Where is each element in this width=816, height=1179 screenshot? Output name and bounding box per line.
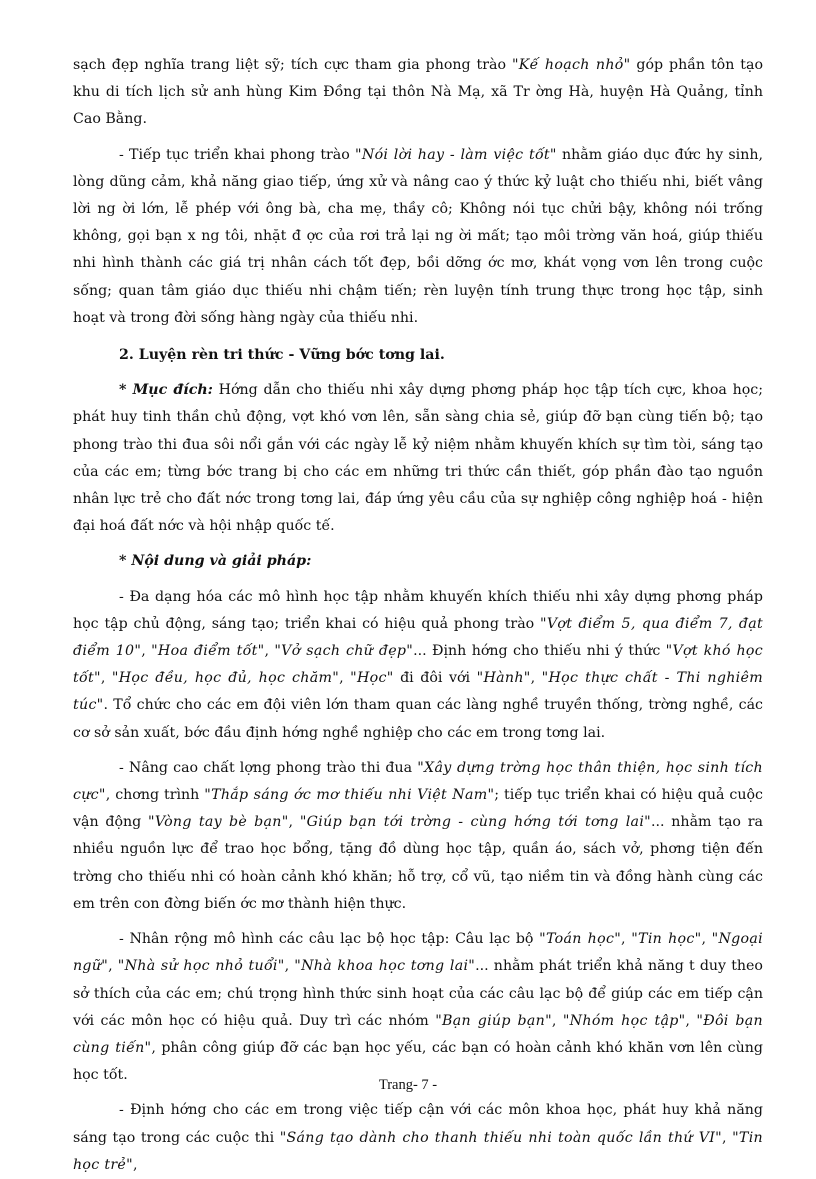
paragraph-purpose: * Mục đích: Hớng dẫn cho thiếu nhi xây dựng phơng pháp học tập tích cực, khoa học; phát huy tinh thần chủ động, vợt khó vơn lên, sẵn sàng chia sẻ, giúp đỡ bạn cùng tiến bộ; tạo phong trào thi đua sôi nổi gắn với các ngày lễ kỷ niệm nhằm khuyến khích sự tìm tòi, sáng tạo của các em; từng bớc trang bị cho các em những tri thức cần thiết, góp phần đào tạo nguồn nhân lực trẻ cho đất nớc trong tơng lai, đáp ứng yêu cầu của sự nghiệp công nghiệp hoá - hiện đại hoá đất nớc và hội nhập quốc tế. [73, 382, 763, 535]
section-heading: 2. Luyện rèn tri thức - Vững bớc tơng lai. [119, 347, 445, 364]
purpose-label: * Mục đích: [119, 382, 213, 399]
paragraph-5: - Nâng cao chất lợng phong trào thi đua "Xây dựng trờng học thân thiện, học sinh tích cực", chơng trình "Thắp sáng ớc mơ thiếu nhi Việt Nam"; tiếp tục triển khai có hiệu quả cuộc vận động "Vòng tay bè bạn", "Giúp bạn tới trờng - cùng hớng tới tơng lai"... nhằm tạo ra nhiều nguồn lực để trao học bổng, tặng đồ dùng học tập, quần áo, sách vở, phơng tiện đến trờng cho thiếu nhi có hoàn cảnh khó khăn; hỗ trợ, cổ vũ, tạo niềm tin và đồng hành cùng các em trên con đờng biến ớc mơ thành hiện thực. [73, 759, 764, 912]
paragraph-1: sạch đẹp nghĩa trang liệt sỹ; tích cực tham gia phong trào "Kế hoạch nhỏ" góp phần tôn tạo khu di tích lịch sử anh hùng Kim Đồng tại thôn Nà Mạ, xã Tr ờng Hà, huyện Hà Quảng, tỉnh Cao Bằng. [73, 57, 763, 128]
paragraph-7: - Định hớng cho các em trong việc tiếp cận với các môn khoa học, phát huy khả năng sáng tạo trong các cuộc thi "Sáng tạo dành cho thanh thiếu nhi toàn quốc lần thứ VI", "Tin học trẻ", [73, 1102, 763, 1173]
paragraph-2: - Tiếp tục triển khai phong trào "Nói lời hay - làm việc tốt" nhằm giáo dục đức hy sinh, lòng dũng cảm, khả năng giao tiếp, ứng xử và nâng cao ý thức kỷ luật cho thiếu nhi, biết vâng lời ng ời lớn, lễ phép với ông bà, cha mẹ, thầy cô; Không nói tục chửi bậy, không nói trống không, gọi bạn x ng tôi, nhặt đ ợc của rơi trả lại ng ời mất; tạo môi trờng văn hoá, giúp thiếu nhi hình thành các giá trị nhân cách tốt đẹp, bồi dỡng ớc mơ, khát vọng vơn lên trong cuộc sống; quan tâm giáo dục thiếu nhi chậm tiến; rèn luyện tính trung thực trong học tập, sinh hoạt và trong đời sống hàng ngày của thiếu nhi. [73, 146, 763, 326]
paragraph-6: - Nhân rộng mô hình các câu lạc bộ học tập: Câu lạc bộ "Toán học", "Tin học", "Ngoại ngữ", "Nhà sử học nhỏ tuổi", "Nhà khoa học tơng lai"... nhằm phát triển khả năng t duy theo sở thích của các em; chú trọng hình thức sinh hoạt của các câu lạc bộ để giúp các em tiếp cận với các môn học có hiệu quả. Duy trì các nhóm "Bạn giúp bạn", "Nhóm học tập", "Đôi bạn cùng tiến", phân công giúp đỡ các bạn học yếu, các bạn có hoàn cảnh khó khăn vơn lên cùng học tốt. [73, 931, 763, 1084]
page-number-footer: Trang- 7 - [378, 1077, 438, 1093]
quoted-campaign: "Nói lời hay - làm việc tốt" [355, 146, 557, 163]
paragraph-4: - Đa dạng hóa các mô hình học tập nhằm khuyến khích thiếu nhi xây dựng phơng pháp học tập chủ động, sáng tạo; triển khai có hiệu quả phong trào "Vợt điểm 5, qua điểm 7, đạt điểm 10", "Hoa điểm tốt", "Vở sạch chữ đẹp"... Định hớng cho thiếu nhi ý thức "Vợt khó học tốt", "Học đều, học đủ, học chăm", "Học" đi đôi với "Hành", "Học thực chất - Thi nghiêm túc". Tổ chức cho các em đội viên lớn tham quan các làng nghề truyền thống, trờng nghề, các cơ sở sản xuất, bớc đầu định hớng nghề nghiệp cho các em trong tơng lai. [73, 588, 763, 741]
document-page [73, 52, 763, 1179]
content-solution-heading: * Nội dung và giải pháp: [119, 553, 312, 570]
quoted-campaign: "Kế hoạch nhỏ" [511, 57, 631, 73]
